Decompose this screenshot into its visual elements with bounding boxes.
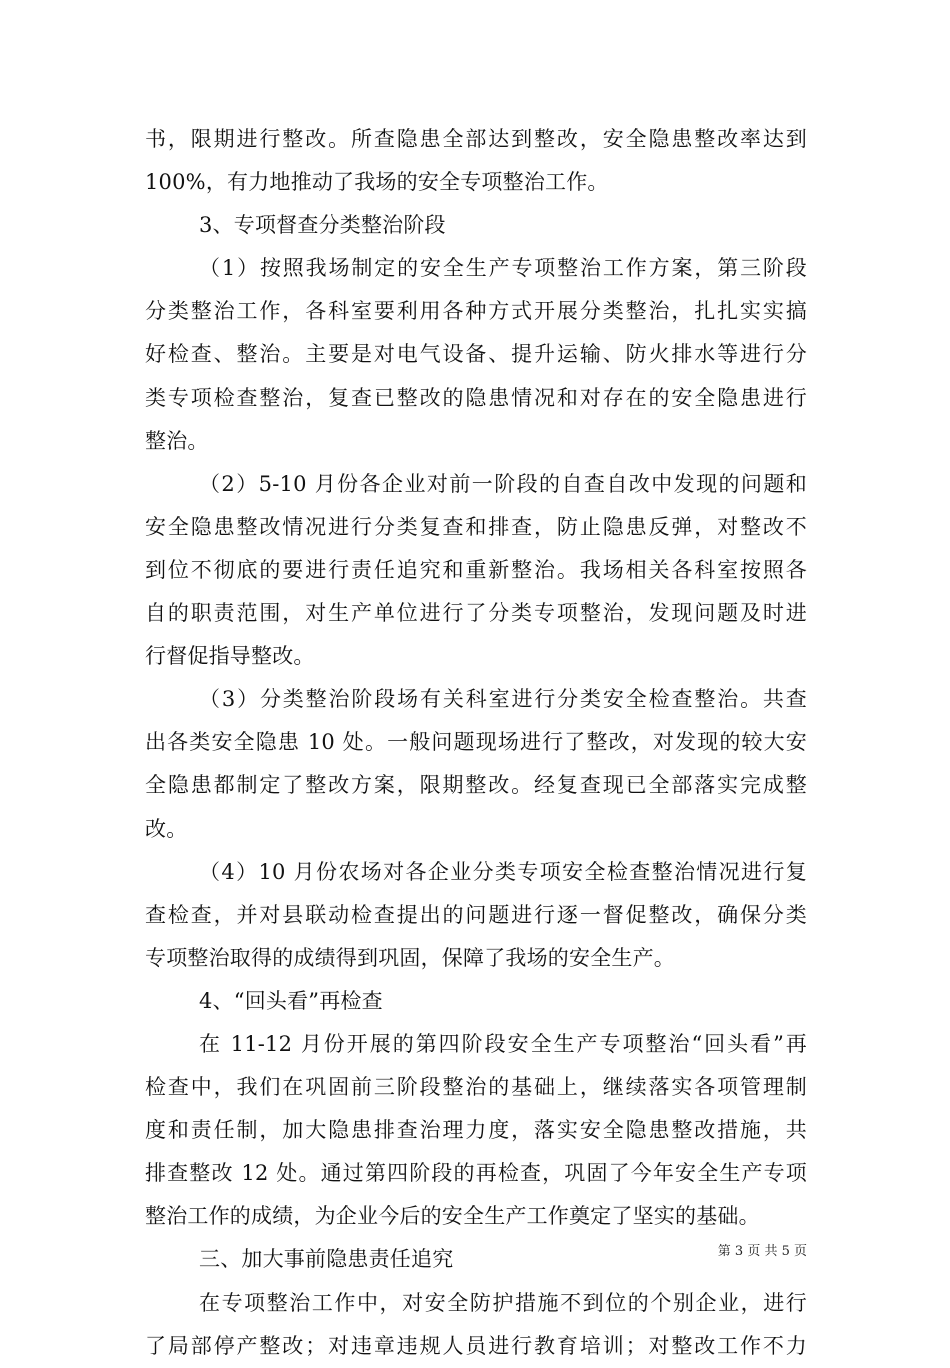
text-line: 检查中，我们在巩固前三阶段整治的基础上，继续落实各项管理制: [145, 1075, 807, 1100]
text-line: 100%，有力地推动了我场的安全专项整治工作。: [145, 170, 609, 195]
text-line: 自的职责范围，对生产单位进行了分类专项整治，发现问题及时进: [145, 601, 807, 626]
text-line: 整治工作的成绩，为企业今后的安全生产工作奠定了坚实的基础。: [145, 1204, 760, 1229]
text-line: 改。: [145, 816, 188, 841]
text-line: 分类整治工作，各科室要利用各种方式开展分类整治，扎扎实实搞: [145, 299, 807, 324]
text-line: 书，限期进行整改。所查隐患全部达到整改，安全隐患整改率达到: [145, 127, 807, 151]
text-line: 排查整改 12 处。通过第四阶段的再检查，巩固了今年安全生产专项: [145, 1161, 807, 1186]
text-line: 专项整治取得的成绩得到巩固，保障了我场的安全生产。: [145, 945, 675, 970]
text-line: 4、“回头看”再检查: [199, 988, 383, 1013]
text-line: 了局部停产整改；对违章违规人员进行教育培训；对整改工作不力: [145, 1333, 807, 1358]
text-line: （3）分类整治阶段场有关科室进行分类安全检查整治。共查: [199, 687, 807, 712]
text-line: 好检查、整治。主要是对电气设备、提升运输、防火排水等进行分: [145, 342, 807, 367]
text-line: 在 11-12 月份开展的第四阶段安全生产专项整治“回头看”再: [199, 1031, 807, 1056]
text-line: 整治。: [145, 428, 209, 453]
text-line: （1）按照我场制定的安全生产专项整治工作方案，第三阶段: [199, 256, 807, 281]
text-line: 度和责任制，加大隐患排查治理力度，落实安全隐患整改措施，共: [145, 1118, 807, 1143]
text-line: 类专项检查整治，复查已整改的隐患情况和对存在的安全隐患进行: [145, 385, 807, 410]
text-line: 出各类安全隐患 10 处。一般问题现场进行了整改，对发现的较大安: [145, 730, 807, 755]
text-line: （2）5-10 月份各企业对前一阶段的自查自改中发现的问题和: [199, 471, 807, 496]
document-body: [145, 118, 807, 1368]
text-line: 到位不彻底的要进行责任追究和重新整治。我场相关各科室按照各: [145, 557, 807, 582]
text-line: （4）10 月份农场对各企业分类专项安全检查整治情况进行复: [199, 859, 807, 884]
text-line: 行督促指导整改。: [145, 644, 315, 669]
text-line: 3、专项督查分类整治阶段: [199, 213, 446, 238]
text-line: 查检查，并对县联动检查提出的问题进行逐一督促整改，确保分类: [145, 902, 807, 927]
text-line: 全隐患都制定了整改方案，限期整改。经复查现已全部落实完成整: [145, 773, 807, 798]
text-line: 在专项整治工作中，对安全防护措施不到位的个别企业，进行: [199, 1290, 807, 1315]
page-number: 第 3 页 共 5 页: [717, 1244, 807, 1259]
text-line: 安全隐患整改情况进行分类复查和排查，防止隐患反弹，对整改不: [145, 514, 807, 539]
text-line: 三、加大事前隐患责任追究: [199, 1247, 454, 1272]
